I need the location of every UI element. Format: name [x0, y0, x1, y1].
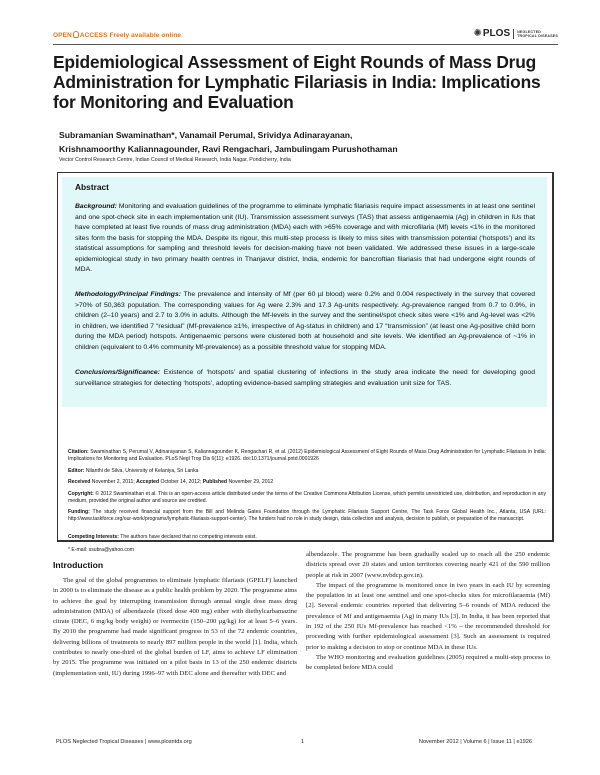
authors-line-2: Krishnamoorthy Kaliannagounder, Ravi Rengachari, Jambulingam Purushothaman: [59, 144, 398, 154]
body-column-left: [53, 576, 297, 679]
copyright: [68, 491, 546, 506]
copyright-label: Copyright:: [68, 491, 94, 497]
editor-label: Editor:: [68, 468, 85, 474]
citation-label: Citation:: [68, 449, 89, 455]
page-number: 1: [301, 739, 305, 745]
conclusions-label: Conclusions/Significance:: [75, 369, 160, 376]
editor: [68, 468, 546, 475]
journal-subtitle-line1: NEGLECTED: [517, 29, 542, 34]
competing-interests: [68, 534, 546, 541]
funding-text: The study received financial support from the Bill and Melinda Gates Foundation through the Lymphatic Filariasis Support Centre, The Task Force Global Health Inc., Atlanta, USA (URL: http://www.taskforce.org/our-work/programs/lymphatic-filariasis-support-center). The funders had no role in study design, data collection and analysis, decision to publish, or preparation of the manuscript.: [68, 509, 546, 523]
published-label: Published: [202, 479, 228, 485]
citation: [68, 449, 546, 464]
journal-header: [53, 28, 558, 45]
competing-text: The authors have declared that no competing interests exist.: [118, 534, 257, 540]
journal-subtitle: [517, 30, 558, 38]
logo-divider: [513, 29, 514, 39]
corresponding-email[interactable]: * E-mail: ssubra@yahoo.com: [68, 547, 135, 553]
competing-label: Competing Interests:: [68, 534, 119, 540]
published-date: November 29, 2012: [227, 479, 274, 485]
intro-paragraph: The WHO monitoring and evaluation guidelines (2005) required a multi-step process to be completed before MDA could: [306, 653, 550, 672]
abstract-conclusions: [75, 368, 535, 389]
intro-paragraph: The goal of the global programmes to eliminate lymphatic filariasis (GPELF) launched in 2000 is to eliminate the disease as a public health problem by 2020. The programme aims to achieve the goal by interrupting transmission through annual single dose mass drug administration (MDA) of albendazole (fixed dose 400 mg) either with diethylcarbamazine citrate (DEC, 6 mg/kg body weight) or ivermectin (150–200 µg/kg) for at least 5–6 years. By 2010 the programme had made significant progress in 53 of the 72 endemic countries, delivering billions of treatments to nearly 897 million people in the world [1]. India, which contributes to nearly one-third of the global burden of LF, aims to achieve LF elimination by 2015. The programme was initiated on a pilot basis in 13 of the 250 endemic districts (implementation unit, IU) during 1996–97 with DEC alone and thereafter with DEC and: [53, 577, 297, 677]
plos-star-logo-icon: ✺: [473, 28, 482, 39]
authors-line-1: Subramanian Swaminathan*, Vanamail Perumal, Srividya Adinarayanan,: [59, 130, 353, 140]
open-access-banner: [53, 31, 181, 39]
footer-journal: PLOS Neglected Tropical Diseases | www.plosntds.org: [56, 739, 192, 745]
abstract-background: [75, 202, 535, 276]
conclusions-text: Existence of ‘hotspots’ and spatial clustering of infections in the study area indicate the need for developing good surveillance strategies for detecting ‘hotspots’, adopting evidence-based sampling strategies and evaluation unit size for TAS.: [75, 369, 535, 387]
received-label: Received: [68, 479, 91, 485]
abstract-methods: [75, 290, 535, 353]
article-title: Epidemiological Assessment of Eight Rounds of Mass Drug Administration for Lymphatic Filariasis in India: Implications for Monitoring and Evaluation: [53, 52, 541, 112]
accepted-date: October 14, 2012;: [159, 479, 203, 485]
page-footer: [53, 739, 558, 749]
abstract-heading: Abstract: [75, 182, 109, 192]
intro-paragraph: albendazole. The programme has been gradually scaled up to reach all the 250 endemic districts spread over 20 states and union territories covering nearly 421 of the 590 million people at risk in 2007 (www.nvbdcp.gov.in).: [306, 551, 550, 579]
introduction-heading: Introduction: [53, 560, 104, 570]
open-access-label-left: OPEN: [53, 32, 72, 39]
funding: [68, 509, 546, 524]
plos-logo: [474, 28, 559, 39]
open-lock-icon: [73, 31, 79, 38]
background-text: Monitoring and evaluation guidelines of the programme to eliminate lymphatic filariasis require impact assessments in at least one sentinel and one spot-check site in each implementation unit (IU). Transmission assessment surveys (TAS) that assess antigenaemia (Ag) in children in IUs that have completed at least five rounds of mass drug administration (MDA) each with >65% coverage and with microfilaria (Mf) levels <1% in the monitored sites form the basis for stopping the MDA. Despite its rigour, this multi-step process is likely to miss sites with transmission potential (‘hotspots’) and its statistical assumptions for sampling and threshold levels for decision-making have not been validated. We addressed these issues in a large-scale epidemiological study in two primary health centres in Thanjavur district, India, endemic for bancroftian filariasis that had undergone eight rounds of MDA.: [75, 203, 535, 273]
background-label: Background:: [75, 203, 117, 210]
funding-label: Funding:: [68, 509, 90, 515]
body-column-right: [306, 550, 550, 674]
journal-subtitle-line2: TROPICAL DISEASES: [517, 33, 558, 38]
author-list: [59, 128, 559, 156]
editor-text: Nilanthi de Silva, University of Kelaniya, Sri Lanka: [84, 468, 199, 474]
freely-available-label: Freely available online: [109, 32, 182, 39]
plos-logo-name: PLOS: [482, 28, 511, 39]
citation-text: Swaminathan S, Perumal V, Adinarayanan S, Kaliannagounder K, Rengachari R, et al. (2012) Epidemiological Assessment of Eight Rounds of Mass Drug Administration for Lymphatic Filariasis in India: Implications for Monitoring and Evaluation. PLoS Negl Trop Dis 6(11): e1926. doi:10.1371/journal.pntd.0001926: [68, 449, 546, 463]
methods-label: Methodology/Principal Findings:: [75, 291, 182, 298]
methods-text: The prevalence and intensity of Mf (per 60 µl blood) were 0.2% and 0.004 respectively in the survey that covered >70% of 50,363 population. The corresponding values for Ag were 2.3% and 17.3 Ag-units respectively. Ag-prevalence ranged from 0.7 to 0.9%, in children (2–10 years) and 2.7 to 3.0% in adults. Although the Mf-levels in the survey and the sentinel/spot check sites were <1% and Ag-level was <2% in children, we identified 7 “residual” (Mf-prevalence ≥1%, irrespective of Ag-status in children) and 17 “transmission” (at least one Ag-positive child born during the MDA period) hotspots. Antigenaemic persons were clustered both at household and site levels. We identified an Ag-prevalence of ~1% in children (equivalent to 0.4% community Mf-prevalence) as a possible threshold value for stopping MDA.: [75, 291, 535, 351]
affiliation: Vector Control Research Centre, Indian Council of Medical Research, India Nagar, Pondicherry, India: [59, 157, 291, 163]
accepted-label: Accepted: [136, 479, 160, 485]
intro-paragraph: The impact of the programme is monitored once in two years in each IU by screening the population in at least one sentinel and one spot-checks sites for microfilaraemia (Mf) [2]. Several endemic countries reported that delivering 5–6 rounds of MDA reduced the prevalence of Mf and antigenaemia (Ag) in many IUs [3]. In India, it has been reported that in 192 of the 250 IUs Mf-prevalence has reached <1% – the recommended threshold for proceeding with further epidemiological assessment [3]. Such an assessment is required prior to making a decision to stop or continue MDA in these IUs.: [306, 581, 550, 651]
received-date: November 2, 2011;: [90, 479, 137, 485]
abstract-panel: [62, 177, 547, 407]
open-access-label-right: ACCESS: [79, 32, 108, 39]
dates: [68, 479, 546, 486]
copyright-text: © 2012 Swaminathan et al. This is an open-access article distributed under the terms of the Creative Commons Attribution License, which permits unrestricted use, distribution, and reproduction in any medium, provided the original author and source are credited.: [68, 491, 546, 505]
footer-issue-info: November 2012 | Volume 6 | Issue 11 | e1926: [418, 739, 532, 745]
abstract-box: [57, 172, 554, 553]
